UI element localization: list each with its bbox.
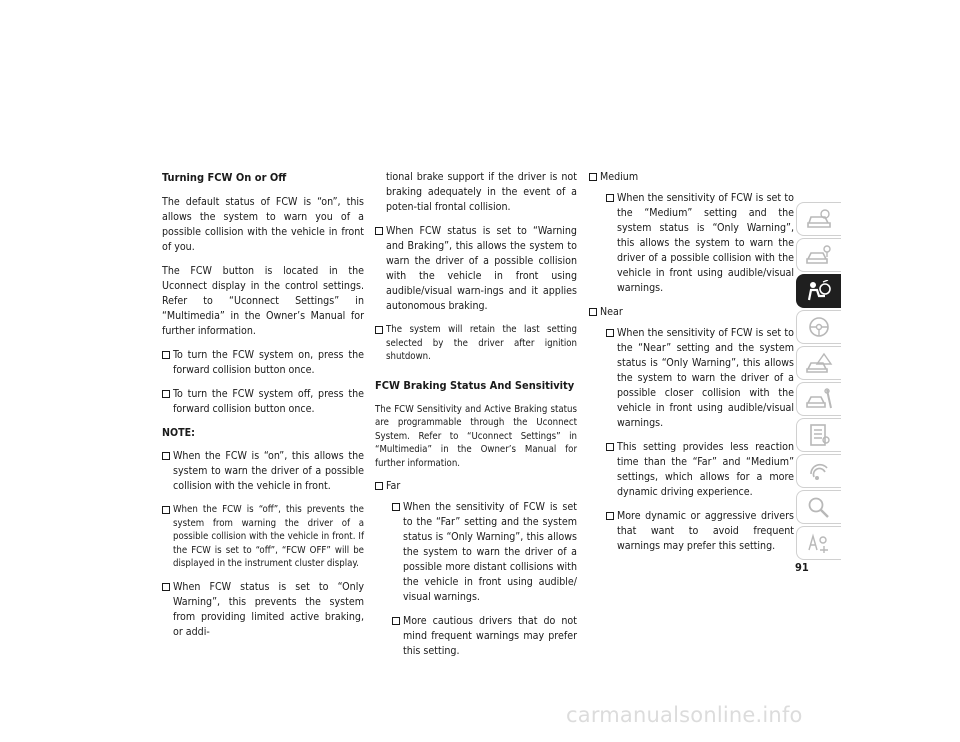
note-list <box>162 449 364 640</box>
list-item: To turn the FCW system off, press the forward collision button once. <box>162 387 364 417</box>
list-item: When the sensitivity of FCW is set to the “Near” setting and the system status is “Only Warning”, this allows the system to warn the driver of a possible closer collision with the vehicle in front using audible/visual warnings. <box>606 326 794 431</box>
list-item: More cautious drivers that do not mind frequent warnings may prefer this setting. <box>392 614 577 659</box>
list-item-near <box>589 305 794 554</box>
list-item: When FCW status is set to “Warning and Braking”, this allows the system to warn the driver of a possible collision with the vehicle in front using audible/visual warn-ings and it applies autonomous braking. <box>375 224 577 314</box>
warning-lights-icon <box>805 352 833 374</box>
near-label: Near <box>600 306 623 318</box>
steering-wheel-icon <box>805 316 833 338</box>
sub-list <box>600 191 794 296</box>
tab-multimedia[interactable] <box>796 454 841 488</box>
watermark: carmanualsonline.info <box>566 703 803 727</box>
list-item-medium <box>589 170 794 296</box>
sensitivity-list <box>375 479 577 659</box>
sub-list <box>386 500 577 659</box>
car-key-icon <box>805 244 833 266</box>
continued-text: tional brake support if the driver is not braking adequately in the event of a poten-tial frontal collision. <box>386 171 577 213</box>
tab-car-key[interactable] <box>796 238 841 272</box>
paragraph: The default status of FCW is “on”, this allows the system to warn you of a possible collision with the vehicle in front of you. <box>162 196 364 253</box>
column-1 <box>162 170 364 649</box>
car-service-icon <box>805 388 833 410</box>
list-item: To turn the FCW system on, press the forward collision button once. <box>162 348 364 378</box>
tab-servicing[interactable] <box>796 382 841 416</box>
list-item: When the FCW is “on”, this allows the system to warn the driver of a possible collision with the vehicle in front. <box>162 449 364 494</box>
tab-car-info[interactable] <box>796 202 841 236</box>
tab-emergency[interactable] <box>796 346 841 380</box>
tab-technical[interactable] <box>796 418 841 452</box>
list-item-far <box>375 479 577 659</box>
list-item: This setting provides less reaction time than the “Far” and “Medium” settings, which allows for a more dynamic driving experience. <box>606 440 794 500</box>
list-item: The system will retain the last setting selected by the driver after ignition shutdown. <box>375 323 577 364</box>
sensitivity-list <box>589 170 794 554</box>
list-item: When the FCW is “off”, this prevents the system from warning the driver of a possible collision with the vehicle in front. If the FCW is set to “off”, “FCW OFF” will be displayed in the instrument cluster display. <box>162 503 364 571</box>
tab-starting-operating[interactable] <box>796 310 841 344</box>
bullet-list <box>375 224 577 364</box>
list-item: More dynamic or aggressive drivers that want to avoid frequent warnings may prefer this setting. <box>606 509 794 554</box>
list-item: When the sensitivity of FCW is set to the “Medium” setting and the system status is “Only Warning”, this allows the system to warn the driver of a possible collision with the vehicle in front using audible/visual warnings. <box>606 191 794 296</box>
languages-icon <box>805 532 833 554</box>
multimedia-icon <box>805 460 833 482</box>
list-item: When FCW status is set to “Only Warning”, this prevents the system from providing limited active braking, or addi- <box>162 580 364 640</box>
column-3 <box>589 170 794 563</box>
airbag-safety-icon <box>805 280 833 302</box>
tab-languages[interactable] <box>796 526 841 560</box>
page-number: 91 <box>795 561 809 574</box>
medium-label: Medium <box>600 171 639 183</box>
bullet-list <box>162 348 364 417</box>
paragraph: The FCW Sensitivity and Active Braking status are programmable through the Uconnect System. Refer to “Uconnect Settings” in “Multimedia” in the Owner’s Manual for further information. <box>375 403 577 469</box>
section-heading-braking-sensitivity: FCW Braking Status And Sensitivity <box>375 378 575 392</box>
car-info-icon <box>805 208 833 230</box>
list-item: When the sensitivity of FCW is set to the “Far” setting and the system status is “Only Warning”, this allows the system to warn the driver of a possible more distant collisions with the vehicle in front using audible/ visual warnings. <box>392 500 577 605</box>
chapter-tabs <box>796 202 842 562</box>
tab-safety[interactable] <box>796 274 841 308</box>
search-index-icon <box>805 496 833 518</box>
column-2 <box>375 170 577 668</box>
maintenance-checklist-icon <box>805 424 833 446</box>
far-label: Far <box>386 480 401 492</box>
paragraph: The FCW button is located in the Uconnect display in the control settings. Refer to “Uconnect Settings” in “Multimedia” in the Owner’s Manual for further information. <box>162 265 364 337</box>
section-heading-turning-fcw: Turning FCW On or Off <box>162 171 287 184</box>
note-label: NOTE: <box>162 427 195 439</box>
tab-index[interactable] <box>796 490 841 524</box>
sub-list <box>600 326 794 554</box>
